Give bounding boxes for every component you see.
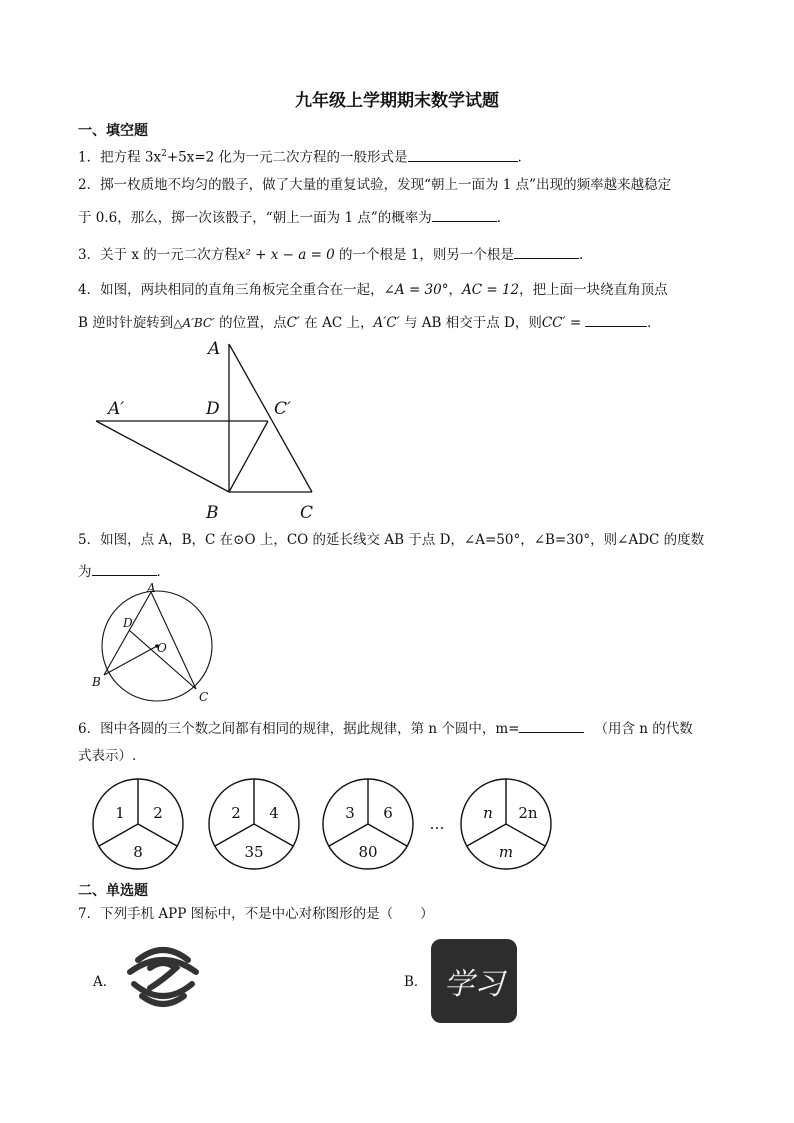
q1-text-pre: 1．把方程 3x	[78, 149, 162, 166]
q4-text-post: ，把上面一块绕直角顶点	[519, 282, 668, 298]
q1-answer-blank[interactable]	[408, 146, 518, 162]
q4-seg-cprime-b	[229, 421, 268, 492]
question-3	[78, 243, 592, 265]
q5-text-post: ．	[156, 564, 170, 580]
q2-answer-blank[interactable]	[432, 206, 497, 222]
q6-c3-b: 6	[383, 804, 393, 822]
question-7: 7．下列手机 APP 图标中，不是中心对称图形的是（ ）	[78, 906, 434, 922]
q4-triangle: △A′BC′	[173, 316, 215, 330]
q6-cn-a: n	[483, 804, 493, 822]
q6-text-pre: 6．图中各圆的三个数之间都有相同的规律，据此规律，第 n 个圆中，m=	[78, 721, 520, 737]
question-6-line2: 式表示）.	[78, 748, 137, 764]
q6-answer-blank[interactable]	[519, 717, 584, 733]
q1-text-mid: +5x=2 化为一元二次方程的一般形式是	[166, 149, 408, 166]
page-title: 九年级上学期期末数学试题	[295, 91, 499, 111]
question-2-line1: 2．掷一枚质地不均匀的骰子，做了大量的重复试验，发现“朝上一面为 1 点”出现的频率越来越稳定	[78, 177, 672, 193]
q7-option-b-label[interactable]: B．	[404, 974, 428, 990]
q5-label-d: D	[123, 616, 133, 630]
q4-segment-ccprime: CC′ =	[541, 315, 582, 331]
question-5-line1: 5．如图，点 A，B，C 在⊙O 上，CO 的延长线交 AB 于点 D，∠A=50°，∠B=30°，则∠ADC 的度数	[78, 532, 705, 548]
q3-equation: x² + x − a = 0	[237, 247, 335, 263]
q4-text-2e: ．	[647, 315, 661, 331]
section-heading-single-choice: 二、单选题	[78, 883, 148, 899]
question-1	[78, 144, 522, 168]
q4-text-2d: 与 AB 相交于点 D，则	[399, 315, 542, 331]
q6-c1-a: 1	[115, 804, 125, 822]
q4-triangle-figure	[88, 336, 328, 526]
q5-text-pre: 为	[78, 564, 92, 580]
q1-superscript: 2	[161, 149, 167, 159]
q4-label-aprime: A′	[108, 399, 125, 419]
q2-text-post: ．	[496, 210, 511, 226]
q4-text-2b: 的位置，点	[214, 315, 287, 331]
q6-cn-b: 2n	[518, 804, 538, 822]
q6-c3-c: 80	[358, 843, 378, 861]
q6-circles-figure	[90, 776, 560, 872]
q3-answer-blank[interactable]	[514, 243, 579, 259]
question-2-line2	[78, 206, 510, 228]
question-6-line1	[78, 717, 693, 739]
q6-ellipsis: …	[429, 815, 445, 833]
q6-c1-c: 8	[133, 843, 143, 861]
q5-label-b: B	[92, 675, 101, 689]
q4-text-2c: 在 AC 上，	[300, 315, 374, 331]
q4-text-pre: 4．如图，两块相同的直角三角板完全重合在一起，	[78, 282, 384, 298]
q4-side-ac: AC = 12	[461, 282, 520, 298]
q6-c1-b: 2	[153, 804, 163, 822]
q4-point-cprime: C′	[286, 315, 300, 331]
q4-segment-aprime-cprime: A′C′	[373, 315, 400, 331]
q4-label-b: B	[206, 503, 219, 523]
q2-text-pre: 于 0.6，那么，掷一次该骰子，“朝上一面为 1 点”的概率为	[78, 210, 432, 226]
q4-seg-aprime-b	[96, 421, 229, 492]
q4-label-c: C	[300, 503, 314, 523]
q7-option-a-icon[interactable]	[120, 938, 206, 1018]
q6-c2-c: 35	[244, 843, 264, 861]
q4-label-a: A	[208, 339, 221, 359]
q5-label-c: C	[199, 690, 209, 704]
q4-separator: ，	[448, 282, 462, 298]
q7-option-b-icon[interactable]	[430, 938, 518, 1024]
q5-answer-blank[interactable]	[92, 560, 157, 576]
q7-option-a-label[interactable]: A．	[93, 974, 117, 990]
section-heading-fill-blank: 一、填空题	[78, 123, 148, 139]
q7-b-icon-text: 学习	[444, 967, 504, 1002]
q3-text-pre: 3．关于 x 的一元二次方程	[78, 247, 238, 263]
q4-label-cprime: C′	[274, 399, 291, 419]
question-4-line1	[78, 280, 668, 300]
q5-seg-cd	[129, 630, 196, 689]
q6-c2-a: 2	[231, 804, 241, 822]
q3-text-post: ．	[578, 247, 593, 263]
question-5-line2	[78, 560, 170, 582]
q5-label-o: O	[157, 641, 167, 655]
q4-label-d: D	[206, 399, 220, 419]
q6-c2-b: 4	[269, 804, 279, 822]
q4-answer-blank[interactable]	[585, 311, 647, 327]
q4-angle: ∠A = 30°	[383, 282, 449, 298]
q6-text-post: （用含 n 的代数	[594, 721, 693, 737]
q1-text-post: .	[517, 149, 522, 166]
question-4-line2	[78, 311, 661, 333]
q3-text-mid: 的一个根是 1，则另一个根是	[334, 247, 514, 263]
q5-label-a: A	[147, 582, 156, 595]
q5-circle-figure	[88, 582, 223, 707]
q4-text-2a: B 逆时针旋转到	[78, 315, 174, 331]
q6-c3-a: 3	[345, 804, 355, 822]
q6-cn-c: m	[498, 843, 514, 861]
